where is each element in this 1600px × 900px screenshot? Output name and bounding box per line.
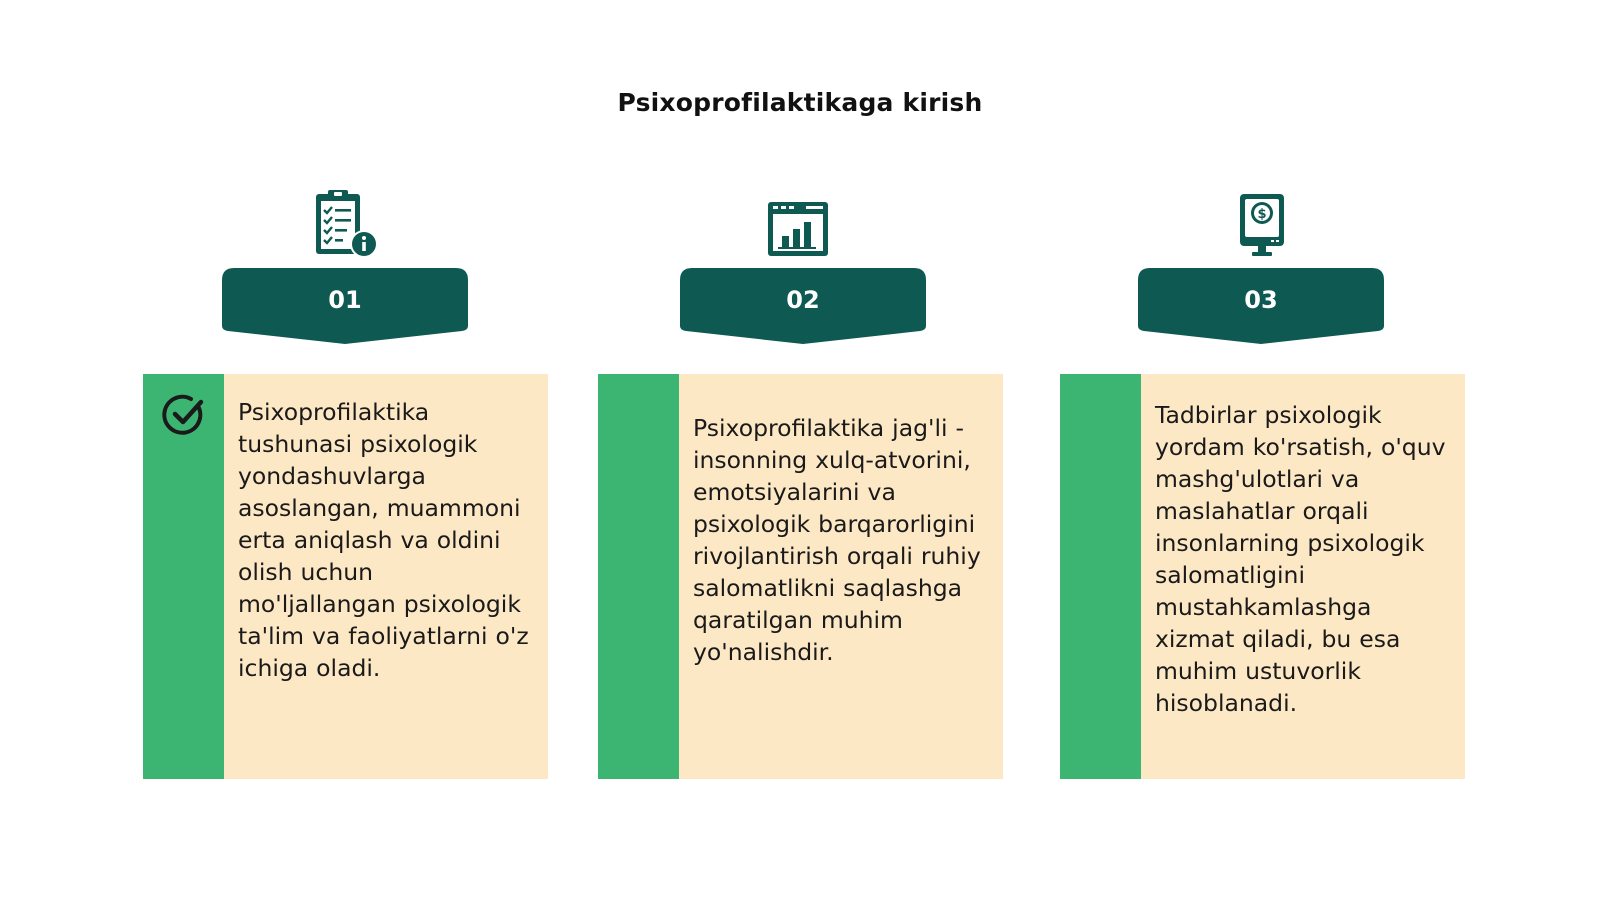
bar-chart-window-icon [762,194,834,266]
step-card-01 [143,374,548,779]
step-card-03 [1060,374,1465,779]
card-accent-stripe [143,374,224,779]
step-tab-03 [1138,268,1384,348]
step-tab-01 [222,268,468,348]
check-circle-icon [161,392,207,438]
step-number: 02 [786,286,820,314]
card-accent-stripe [1060,374,1141,779]
svg-text:$: $ [1257,207,1267,222]
clipboard-checklist-info-icon [310,188,382,260]
card-text: Psixoprofilaktika jag'li - insonning xulq-atvorini, emotsiyalarini va psixologik barqarorligini rivojlantirish orqali ruhiy salomatlikni saqlashga qaratilgan muhim yo'nalishdir. [693,414,981,666]
card-text: Tadbirlar psixologik yordam ko'rsatish, o'quv mashg'ulotlari va maslahatlar orqali insonlarning psixologik salomatligini mustahkamlashga xizmat qiladi, bu esa muhim ustuvorlik hisoblanadi. [1155,401,1446,717]
slide-title: Psixoprofilaktikaga kirish [617,88,983,117]
dollar-monitor-icon [1226,190,1298,262]
card-body [224,374,548,779]
card-body [1141,374,1465,779]
step-card-02 [598,374,1003,779]
step-number: 01 [328,286,362,314]
card-body [679,374,1003,779]
card-text: Psixoprofilaktika tushunasi psixologik yondashuvlarga asoslangan, muammoni erta aniqlash va oldini olish uchun mo'ljallangan psixologik ta'lim va faoliyatlarni o'z ichiga oladi. [238,398,529,682]
card-accent-stripe [598,374,679,779]
step-number: 03 [1244,286,1278,314]
step-tab-02 [680,268,926,348]
